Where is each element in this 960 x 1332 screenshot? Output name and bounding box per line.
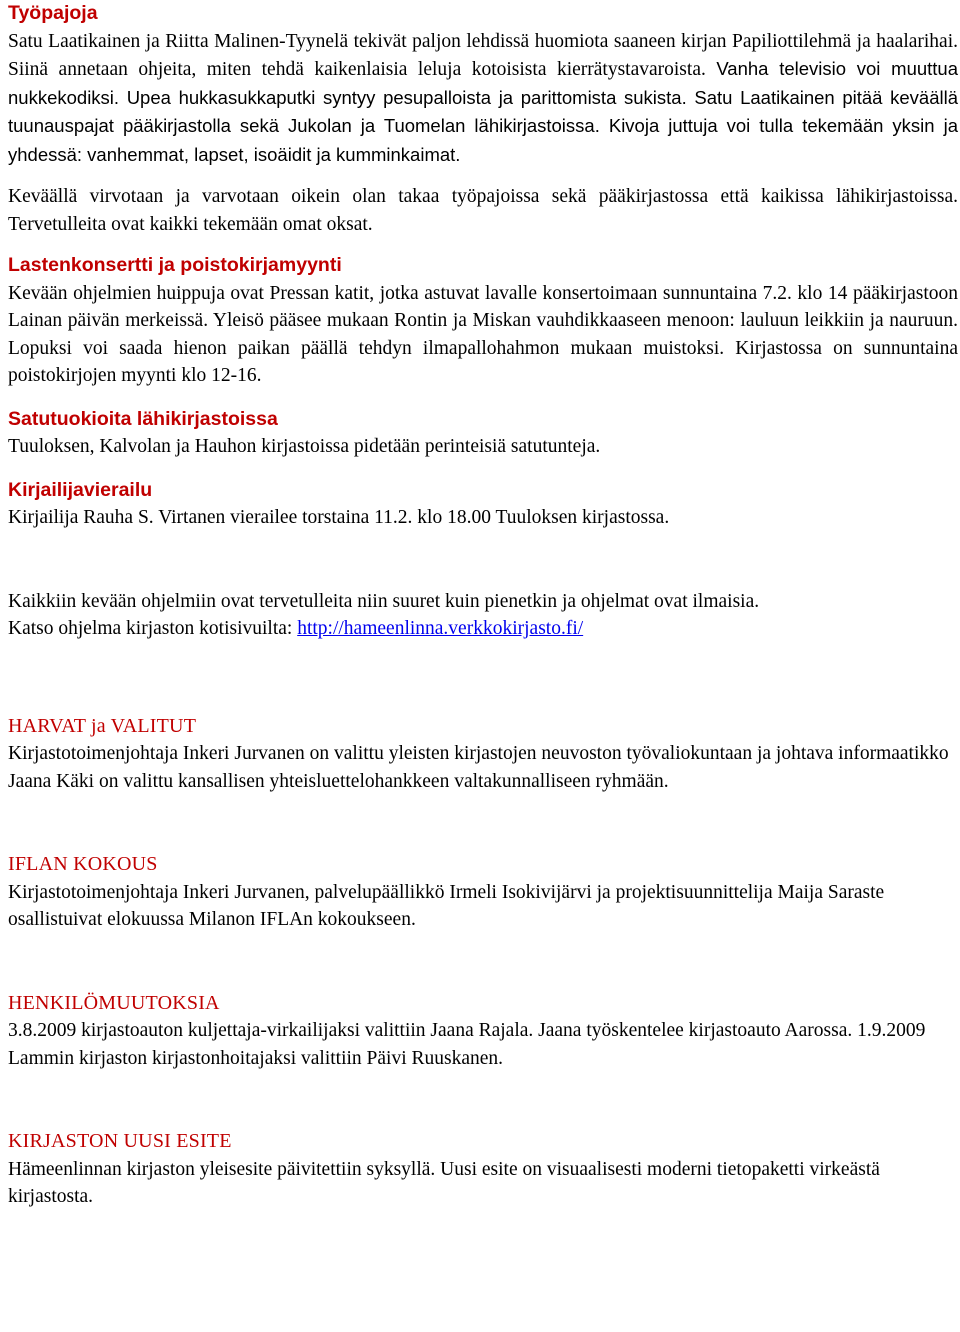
text-tyopajoja-serif: Satu Laatikainen ja Riitta Malinen-Tyynelä tekivät paljon lehdissä huomiota saaneen kirjan Papiliottilehmä ja haalarihai. Siinä annetaan ohjeita, miten tehdä kaikenlaisia leluja kotoisista kierrätystavaroista. (8, 30, 958, 80)
text-katso-prefix: Katso ohjelma kirjaston kotisivuilta: (8, 618, 298, 639)
paragraph-lastenkonsertti: Kevään ohjelmien huippuja ovat Pressan katit, jotka astuvat lavalle konsertoimaan sunnuntaina 7.2. klo 14 pääkirjastoon Lainan päivän merkeissä. Yleisö pääsee mukaan Rontin ja Miskan vauhdikkaaseen menoon: lauluun leikkiin ja nauruun. Lopuksi voi saada hienon paikan päällä tehdyn ilmapallohahmon mukaan muistoksi. Kirjastossa on sunnuntaina poistokirjojen myynti klo 12-16. (8, 282, 958, 386)
heading-henkilomuutoksia: HENKILÖMUUTOKSIA (8, 991, 220, 1014)
paragraph-satutuokioita: Tuuloksen, Kalvolan ja Hauhon kirjastoissa pidetään perinteisiä satutunteja. (8, 436, 601, 457)
homepage-link[interactable]: http://hameenlinna.verkkokirjasto.fi/ (297, 618, 584, 639)
heading-harvat: HARVAT ja VALITUT (8, 714, 197, 737)
paragraph-kaikkiin: Kaikkiin kevään ohjelmiin ovat tervetulleita niin suuret kuin pienetkin ja ohjelmat ovat ilmaisia. (8, 590, 760, 612)
document-page (8, 0, 958, 1211)
heading-tyopajoja: Työpajoja (8, 2, 98, 24)
paragraph-henkilomuutoksia: 3.8.2009 kirjastoauton kuljettaja-virkailijaksi valittiin Jaana Rajala. Jaana työskentelee kirjastoauto Aarossa. 1.9.2009 Lammin kirjaston kirjastonhoitajaksi valittiin Päivi Ruuskanen. (8, 1020, 926, 1069)
paragraph-iflan: Kirjastotoimenjohtaja Inkeri Jurvanen, palvelupäällikkö Irmeli Isokivijärvi ja projektisuunnittelija Maija Saraste osallistuivat elokuussa Milanon IFLAn kokoukseen. (8, 881, 885, 930)
heading-satutuokioita: Satutuokioita lähikirjastoissa (8, 407, 278, 430)
paragraph-kirjailijavierailu: Kirjailija Rauha S. Virtanen vierailee torstaina 11.2. klo 18.00 Tuuloksen kirjastossa. (8, 507, 670, 528)
heading-iflan: IFLAN KOKOUS (8, 853, 158, 875)
heading-lastenkonsertti: Lastenkonsertti ja poistokirjamyynti (8, 254, 342, 276)
paragraph-harvat: Kirjastotoimenjohtaja Inkeri Jurvanen on valittu yleisten kirjastojen neuvoston työvaliokuntaan ja johtava informaatikko Jaana Käki on valittu kansallisen yhteisluettelohankkeen valtakunnalliseen ryhmään. (8, 743, 949, 792)
heading-kirjailijavierailu: Kirjailijavierailu (8, 478, 153, 501)
paragraph-tyopajoja-1 (8, 28, 958, 170)
paragraph-tyopajoja-2: Keväällä virvotaan ja varvotaan oikein olan takaa työpajoissa sekä pääkirjastossa että kaikissa lähikirjastoissa. Tervetulleita ovat kaikki tekemään omat oksat. (8, 186, 958, 235)
paragraph-katso (8, 615, 958, 643)
paragraph-esite: Hämeenlinnan kirjaston yleisesite päivitettiin syksyllä. Uusi esite on visuaalisesti moderni tietopaketti virkeästä kirjastosta. (8, 1158, 880, 1207)
heading-esite: KIRJASTON UUSI ESITE (8, 1130, 232, 1152)
text-tyopajoja-sans: Vanha televisio voi muuttua nukkekodiksi. Upea hukkasukkaputki syntyy pesupalloista ja parittomista sukista. Satu Laatikainen pitää keväällä tuunauspajat pääkirjastolla sekä Jukolan ja Tuomelan lähikirjastoissa. Kivoja juttuja voi tulla tekemään yksin ja yhdessä: vanhemmat, lapset, isoäidit ja kumminkaimat. (8, 58, 959, 165)
